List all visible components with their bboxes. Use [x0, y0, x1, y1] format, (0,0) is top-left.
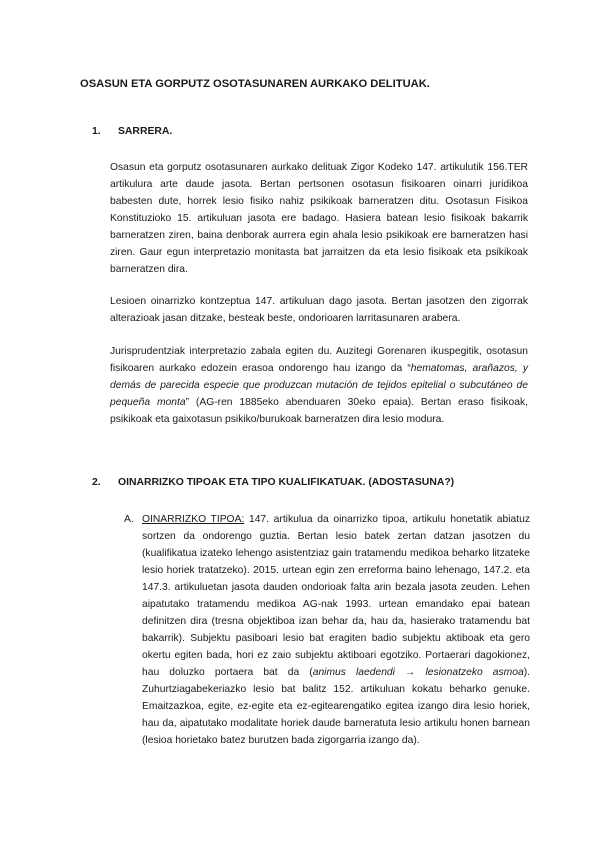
section-heading-sarrera — [92, 126, 172, 137]
subsection-body — [142, 511, 530, 749]
paragraph-jurisprudence — [110, 343, 528, 428]
jurisprudence-text-after: ” (AG-ren 1885eko abenduaren 30eko epaia). Bertan eraso fisikoak, psikikoak eta gaixotasun psikiko/burukoak barneratzen dira lesio modura. — [110, 397, 528, 425]
subsection-a — [124, 511, 530, 749]
arrow-icon: → — [394, 667, 426, 678]
basque-term: lesionatzeko asmoa — [425, 667, 524, 678]
section-number: 1. — [92, 126, 101, 137]
section-title: OINARRIZKO TIPOAK ETA TIPO KUALIFIKATUAK. (ADOSTASUNA?) — [118, 477, 455, 488]
subsection-label: OINARRIZKO TIPOA: — [142, 514, 245, 525]
paragraph-basic-concept: Lesioen oinarrizko kontzeptua 147. artikuluan dago jasota. Bertan jasotzen den zigorrak alterazioak jasan ditzake, besteak beste, ondorioaren larritasunaren arabera. — [110, 296, 528, 324]
section-title: SARRERA. — [118, 126, 173, 137]
jurisprudence-quote: hematomas, arañazos, y demás de parecida especie que produzcan mutación de tejidos epitelial o subcutáneo de pequeña monta — [110, 363, 528, 408]
section-number: 2. — [92, 477, 101, 488]
paragraph-intro: Osasun eta gorputz osotasunaren aurkako delituak Zigor Kodeko 147. artikulutik 156.TER artikulura arte daude jasota. Bertan pertsonen osotasun fisikoaren oinarri juridikoa babesten dute, horrek lesio fisiko nahiz psikikoak barneratzen ditu. Osotasun Fisikoa Konstituzioko 15. artikuluan jasota ere badago. Hasiera batean lesio fisikoak bakarrik barneratzen ziren, baina denborak aurrera egin ahala lesio psikikoak ere barneratzen hasi ziren. Gaur egun interpretazio monitasta bat jarraitzen da eta lesio fisikoak eta psikikoak barneratzen dira. — [110, 162, 528, 275]
subsection-letter: A. — [124, 514, 134, 525]
subsection-text-before: 147. artikulua da oinarrizko tipoa, artikulu honetatik abiatuz sortzen da ondorengo guztia. Bertan lesio batek zertan datzan jasotzen du (kualifikatua izateko lehengo asistentziaz gain tratamendu medikoa beharko litzateke lesio horiek tratatzeko). 2015. urtean egin zen erreforma baino lehenago, 147.2. eta 147.3. artikuluetan jasota dauden ondorioak falta arin bezala jasota zeuden. Lehen aipatutako tratamendu medikoa AG-nak 1993. urtean emandako epai batean definitzen dira (tresna objektiboa izan behar da, hau da, hasierako tratamendu bat bakarrik). Subjektu pasiboari lesio bat eragiten badio subjektu aktiboak eta gero okertu egiten bada, hori ez zaio subjektu aktiboari egotziko. Portaerari dagokionez, hau doluzko portaera bat da ( — [142, 514, 530, 678]
section-heading-tipoak — [92, 477, 454, 488]
jurisprudence-text-before: Jurisprudentziak interpretazio zabala egiten du. Auzitegi Gorenaren ikuspegitik, osotasun fisikoaren aurkako edozein erasoa ondorengo hau izango da “ — [110, 346, 528, 374]
subsection-text-after: ). Zuhurtziagabekeriazko lesio bat balitz 152. artikuluan kokatu beharko genuke. Emaitzazkoa, egite, ez-egite eta ez-egitearengatiko egitea izango dira lesio horiek, hau da, aipatutako modalitate horiek daude barneratuta lesio artikulu honen barnean (lesioa horietako batez burutzen bada zigorgarria izango da). — [142, 667, 530, 746]
latin-term: animus laedendi — [312, 667, 395, 678]
document-title: OSASUN ETA GORPUTZ OSOTASUNAREN AURKAKO DELITUAK. — [80, 78, 430, 90]
